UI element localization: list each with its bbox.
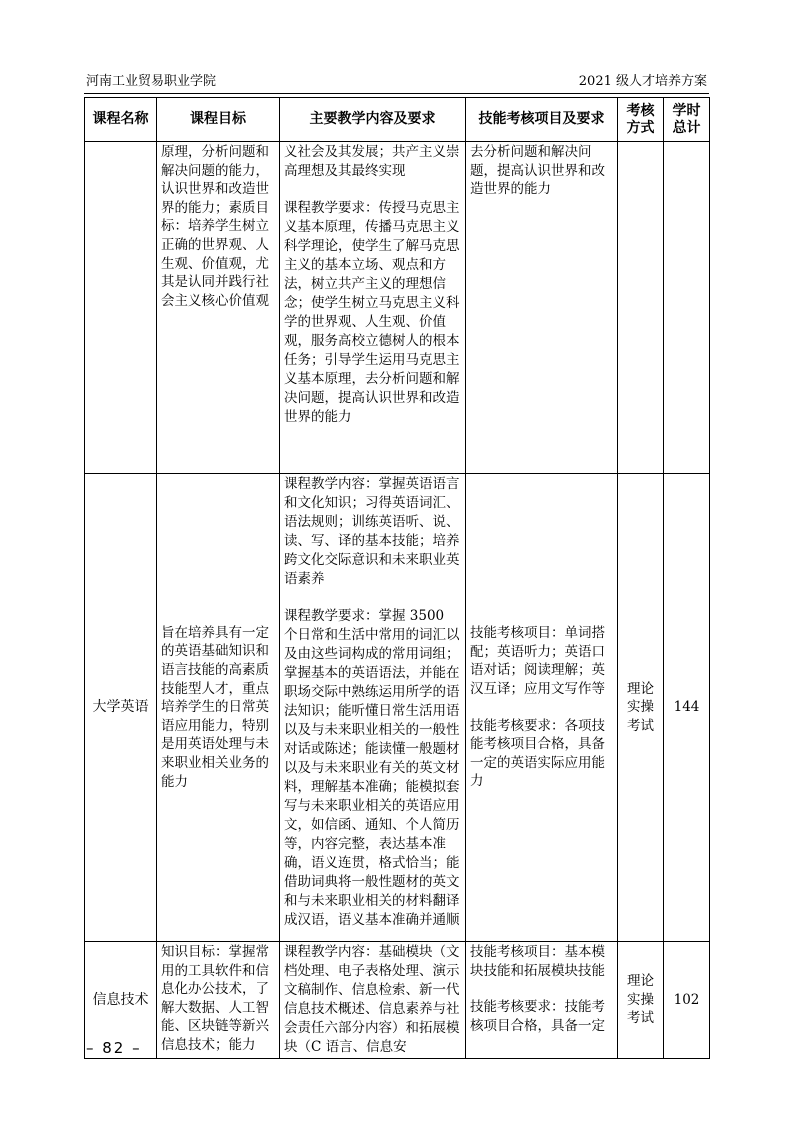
table-header-row bbox=[85, 98, 710, 142]
table-row bbox=[85, 942, 710, 1059]
page-number: – 82 – bbox=[86, 1039, 142, 1057]
header-institution: 河南工业贸易职业学院 bbox=[86, 74, 217, 89]
cell-main-content bbox=[280, 142, 466, 474]
column-header-course-name: 课程名称 bbox=[85, 98, 157, 142]
skill-paragraph: 技能考核要求：各项技能考核项目合格，具备一定的英语实际应用能力 bbox=[470, 717, 605, 790]
content-paragraph: 课程教学内容：掌握英语语言和文化知识；习得英语词汇、语法规则；训练英语听、说、读、写、译的基本技能；培养跨文化交际意识和未来职业英语素养 bbox=[284, 476, 460, 587]
column-header-skill-assessment: 技能考核项目及要求 bbox=[466, 98, 618, 142]
cell-course-name bbox=[85, 142, 157, 474]
column-header-assessment-method: 考核方式 bbox=[618, 98, 664, 142]
header-document-title: 2021 级人才培养方案 bbox=[578, 74, 707, 89]
skill-paragraph: 技能考核要求：技能考核项目合格，具备一定 bbox=[470, 999, 605, 1034]
cell-assessment-method: 理论实操考试 bbox=[618, 474, 664, 942]
cell-course-goal: 原理，分析问题和解决问题的能力，认识世界和改造世界的能力；素质目标：培养学生树立正确的世界观、人生观、价值观，尤其是认同并践行社会主义核心价值观 bbox=[157, 142, 280, 474]
cell-skill-assessment bbox=[466, 142, 618, 474]
curriculum-table bbox=[84, 97, 710, 1059]
skill-paragraph: 技能考核项目：单词搭配；英语听力；英语口语对话；阅读理解；英汉互译；应用文写作等 bbox=[470, 625, 605, 697]
cell-total-hours: 144 bbox=[664, 474, 710, 942]
content-paragraph: 义社会及其发展；共产主义崇高理想及其最终实现 bbox=[284, 144, 460, 179]
cell-total-hours: 102 bbox=[664, 942, 710, 1059]
cell-assessment-method bbox=[618, 142, 664, 474]
cell-skill-assessment bbox=[466, 474, 618, 942]
cell-skill-assessment bbox=[466, 942, 618, 1059]
skill-paragraph: 技能考核项目：基本模块技能和拓展模块技能 bbox=[470, 944, 605, 979]
cell-total-hours bbox=[664, 142, 710, 474]
table-row bbox=[85, 474, 710, 942]
cell-assessment-method: 理论实操考试 bbox=[618, 942, 664, 1059]
column-header-course-goal: 课程目标 bbox=[157, 98, 280, 142]
table-row bbox=[85, 142, 710, 474]
cell-course-name: 大学英语 bbox=[85, 474, 157, 942]
cell-course-goal: 知识目标：掌握常用的工具软件和信息化办公技术，了解大数据、人工智能、区块链等新兴信息技术；能力 bbox=[157, 942, 280, 1059]
cell-course-goal: 旨在培养具有一定的英语基础知识和语言技能的高素质技能型人才，重点培养学生的日常英语应用能力，特别是用英语处理与未来职业相关业务的能力 bbox=[157, 474, 280, 942]
content-paragraph: 课程教学要求：传授马克思主义基本原理，传播马克思主义科学理论，使学生了解马克思主义的基本立场、观点和方法，树立共产主义的理想信念；使学生树立马克思主义科学的世界观、人生观、价值观，服务高校立德树人的根本任务；引导学生运用马克思主义基本原理，去分析问题和解决问题，提高认识世界和改造世界的能力 bbox=[284, 200, 460, 425]
content-paragraph: 课程教学内容：基础模块（文档处理、电子表格处理、演示文稿制作、信息检索、新一代信息技术概述、信息素养与社会责任六部分内容）和拓展模块（C 语言、信息安 bbox=[284, 944, 460, 1055]
cell-main-content bbox=[280, 474, 466, 942]
cell-course-name: 信息技术 bbox=[85, 942, 157, 1059]
cell-main-content bbox=[280, 942, 466, 1059]
content-paragraph: 课程教学要求：掌握 3500 个日常和生活中常用的词汇以及由这些词构成的常用词组；掌握基本的英语语法，并能在职场交际中熟练运用所学的语法知识；能听懂日常生活用语以及与未来职业相关的一般性对话或陈述；能读懂一般题材以及与未来职业有关的英文材料，理解基本准确；能模拟套写与未来职业相关的英语应用文，如信函、通知、个人简历等，内容完整，表达基本准确，语义连贯，格式恰当；能借助词典将一般性题材的英文和与未来职业相关的材料翻译成汉语，语义基本准确并通顺 bbox=[284, 608, 460, 928]
column-header-total-hours: 学时总计 bbox=[664, 98, 710, 142]
skill-paragraph: 去分析问题和解决问题，提高认识世界和改造世界的能力 bbox=[470, 144, 605, 198]
header-divider bbox=[84, 93, 709, 94]
column-header-main-content: 主要教学内容及要求 bbox=[280, 98, 466, 142]
